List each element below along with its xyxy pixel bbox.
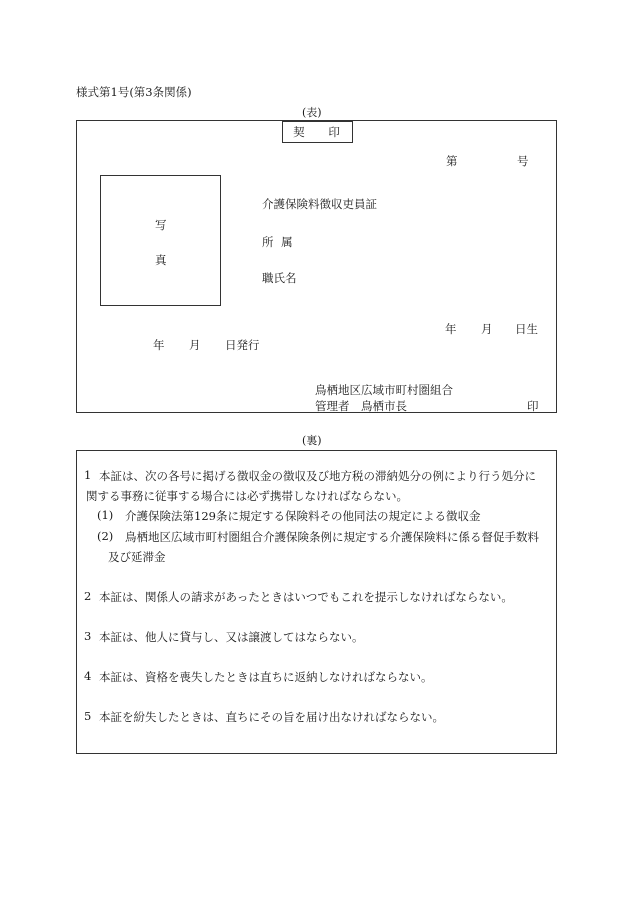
subitem-2-text-cont: 及び延滞金	[108, 550, 166, 564]
item-2-text: 本証は、関係人の請求があったときはいつでもこれを提示しなければならない。	[99, 590, 513, 604]
issuer-seal: 印	[527, 399, 539, 413]
photo-label-2: 真	[155, 253, 167, 267]
item-2-num: 2	[84, 589, 92, 603]
subitem-1-text: 介護保険法第129条に規定する保険料その他同法の規定による徴収金	[125, 509, 481, 523]
number-prefix: 第	[446, 154, 458, 168]
item-1-text-cont: 関する事務に従事する場合には必ず携帯しなければならない。	[86, 489, 408, 503]
photo-area	[100, 175, 221, 306]
issue-day: 日発行	[225, 338, 260, 352]
item-4-text: 本証は、資格を喪失したときは直ちに返納しなければならない。	[99, 670, 433, 684]
front-label: (表)	[302, 106, 322, 119]
affiliation-label: 所 属	[262, 235, 295, 249]
item-3-num: 3	[84, 629, 92, 643]
item-5-text: 本証を紛失したときは、直ちにその旨を届け出なければならない。	[99, 710, 444, 724]
subitem-2-num: (2)	[97, 529, 114, 543]
number-suffix: 号	[517, 154, 529, 168]
issue-month: 月	[189, 338, 201, 352]
subitem-2-text: 鳥栖地区広域市町村圏組合介護保険条例に規定する介護保険料に係る督促手数料	[125, 530, 539, 544]
photo-label-1: 写	[155, 218, 167, 232]
issuer-admin: 管理者 鳥栖市長	[315, 399, 407, 413]
item-3-text: 本証は、他人に貸与し、又は譲渡してはならない。	[99, 630, 364, 644]
item-5-num: 5	[84, 709, 92, 723]
issue-year: 年	[153, 338, 165, 352]
card-title: 介護保険料徴収吏員証	[262, 197, 377, 211]
back-card	[76, 450, 557, 754]
birth-day: 日生	[515, 322, 538, 336]
name-label: 職氏名	[262, 271, 297, 285]
birth-month: 月	[481, 322, 493, 336]
item-1-text: 本証は、次の各号に掲げる徴収金の徴収及び地方税の滞納処分の例により行う処分に	[99, 469, 536, 483]
item-4-num: 4	[84, 669, 92, 683]
seal-box: 契 印	[282, 121, 353, 143]
form-title: 様式第1号(第3条関係)	[76, 85, 192, 99]
item-1-num: 1	[84, 468, 92, 482]
issuer-org: 鳥栖地区広域市町村圏組合	[315, 383, 453, 397]
back-label: (裏)	[302, 434, 322, 447]
subitem-1-num: (1)	[97, 508, 114, 522]
birth-year: 年	[445, 322, 457, 336]
front-card	[76, 120, 557, 413]
